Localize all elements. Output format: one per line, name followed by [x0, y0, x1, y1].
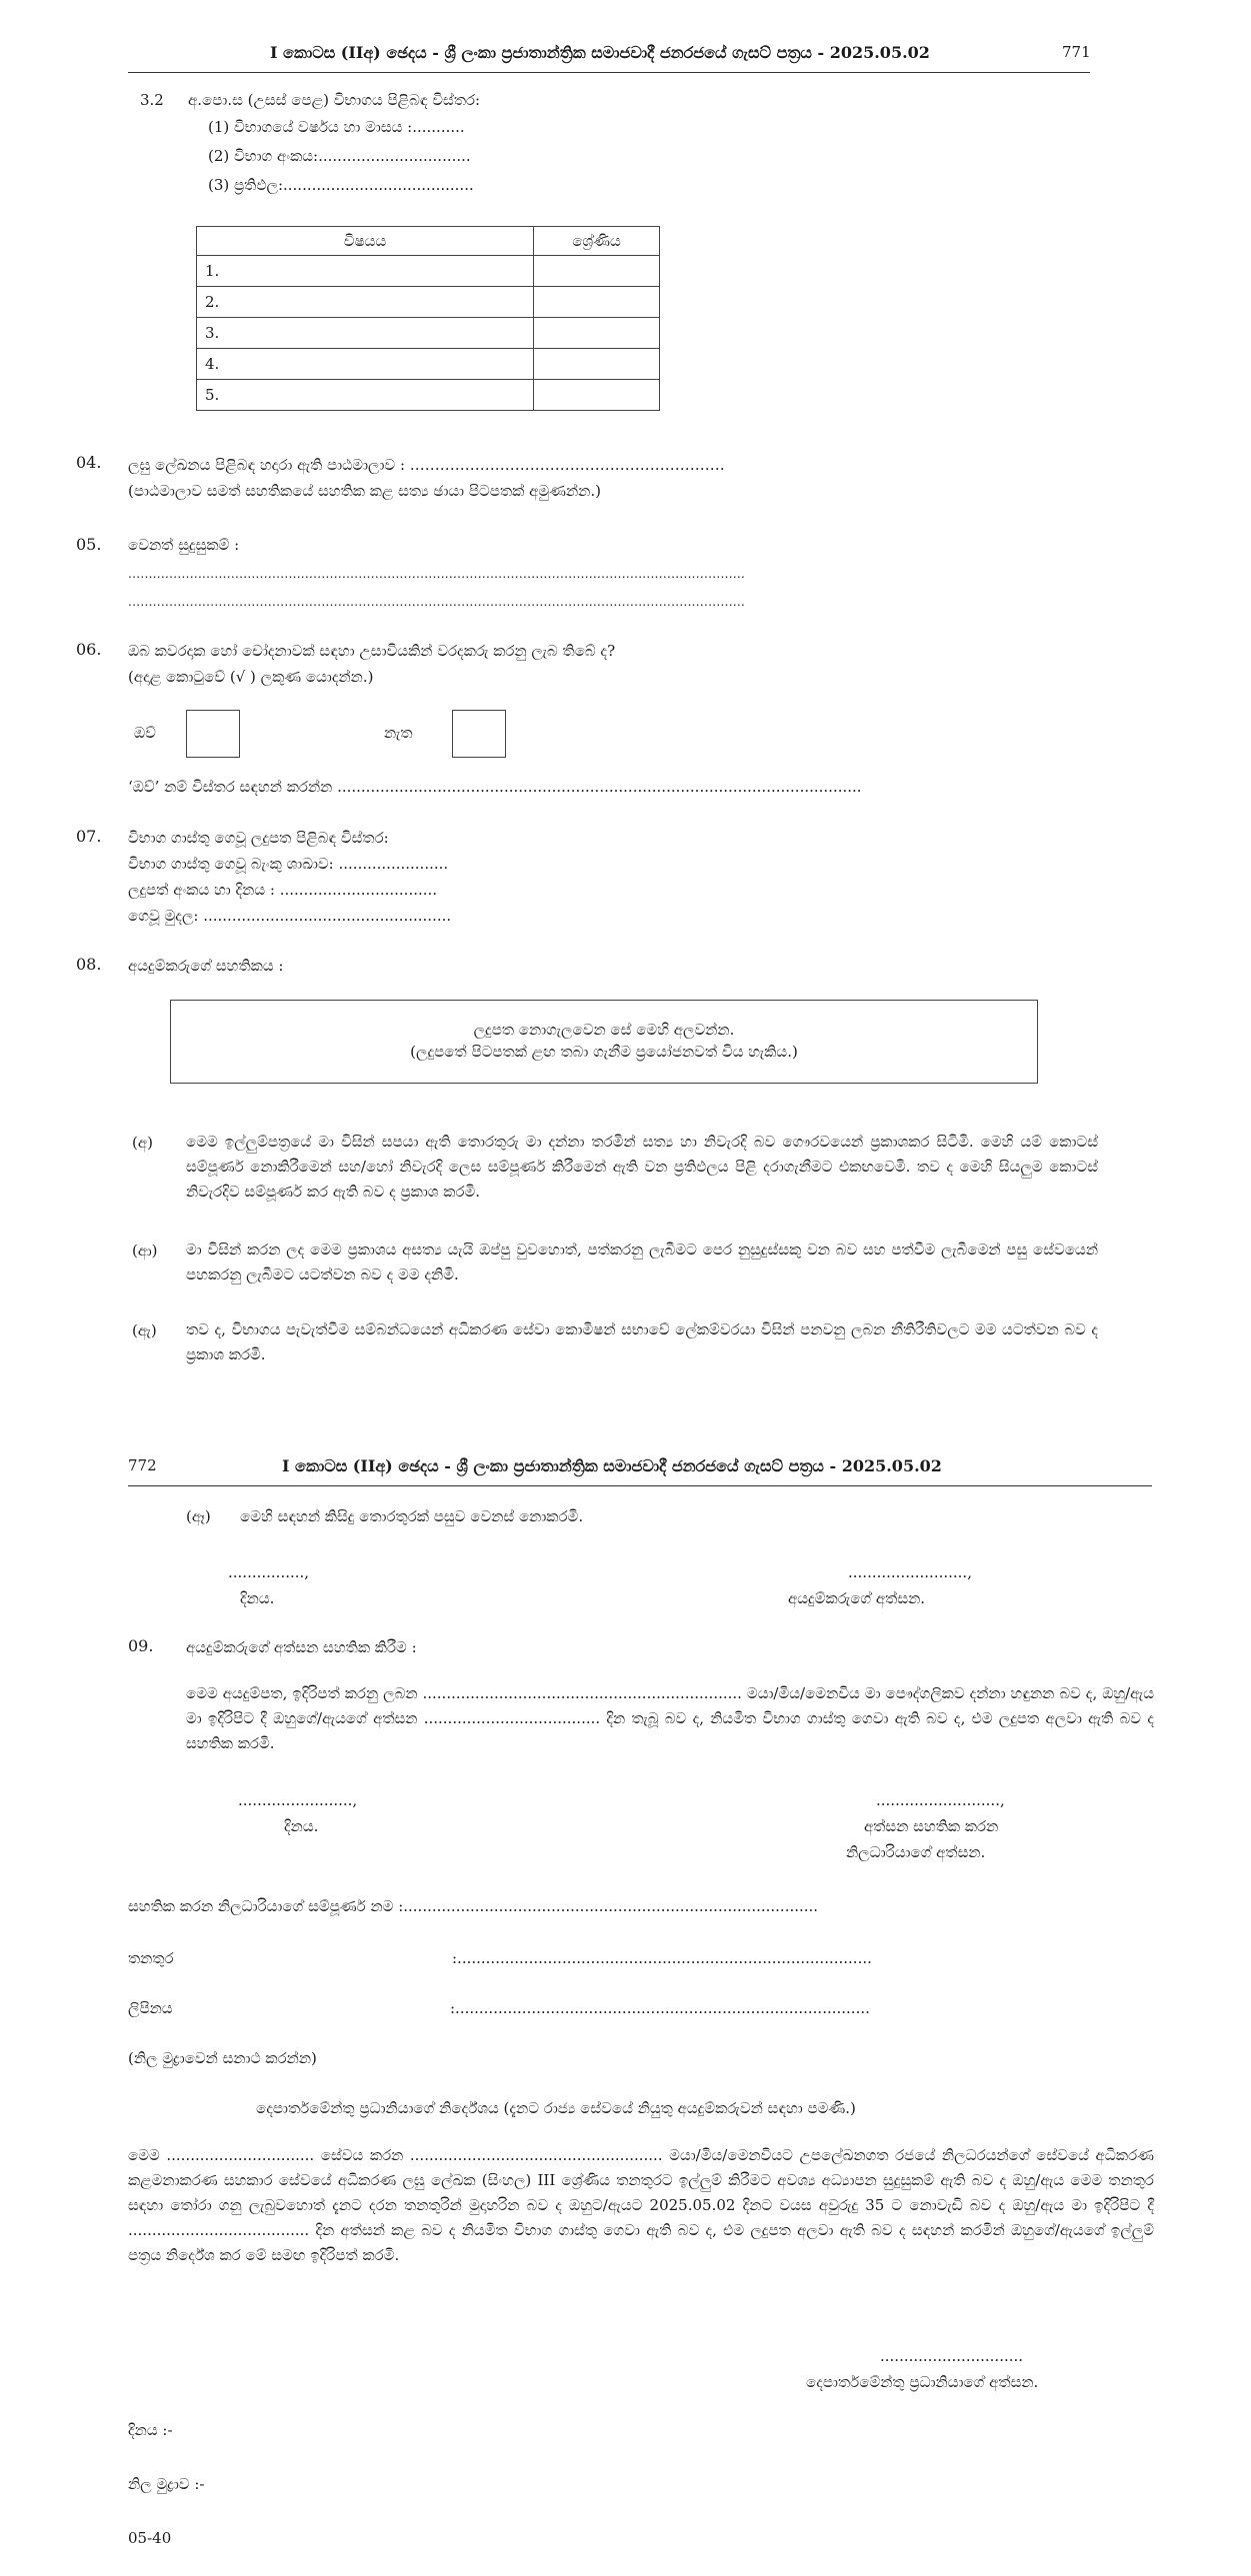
shorthand-course-note: (පාඨමාලාව සමත් සහතිකයේ සහතික කළ සත්‍ය ඡායා පිටපතක් අමුණන්න.)	[128, 482, 601, 500]
officer-full-name-line: සහතික කරන නිලධාරියාගේ සම්පූර්ණ නම :.......................................................................................	[128, 1897, 819, 1915]
section-08-number: 08.	[76, 955, 102, 974]
subjects-table	[196, 226, 660, 411]
section-06-number: 06.	[76, 640, 102, 659]
section-05-number: 05.	[76, 535, 102, 554]
table-row	[197, 318, 660, 349]
exam-index-line: (2) විභාග අංකය:................................	[208, 147, 471, 165]
subject-cell: 3.	[197, 318, 534, 349]
page-header-2: I කොටස (IIඅ) ඡෙදය - ශ්‍රී ලංකා ප්‍රජාතාන්ත්‍රික සමාජවාදී ජනරජයේ ගැසට් පත්‍රය - 2025.05.02	[282, 1456, 942, 1475]
subject-cell: 2.	[197, 287, 534, 318]
header-rule-1	[128, 72, 1090, 73]
subject-header: විෂයය	[197, 227, 534, 256]
department-head-date-label: දිනය :-	[128, 2421, 173, 2439]
table-row	[197, 287, 660, 318]
grade-cell	[534, 349, 660, 380]
grade-cell	[534, 256, 660, 287]
grade-cell	[534, 318, 660, 349]
official-seal-note: (නිල මුද්‍රාවෙන් සනාථ කරන්න)	[128, 2049, 317, 2067]
page-number-771: 771	[1062, 43, 1091, 61]
conviction-instruction: (අදාළ කොටුවේ (√ ) ලකුණ යොදන්න.)	[128, 668, 374, 686]
table-row	[197, 349, 660, 380]
department-head-signature-label: දෙපාර්තමේන්තු ප්‍රධානියාගේ අත්සන.	[806, 2373, 1039, 2391]
subject-cell: 5.	[197, 380, 534, 411]
clause-aee-label: (ඈ)	[186, 1507, 211, 1525]
clause-aa-label: (ආ)	[132, 1242, 158, 1260]
amount-paid-line: ගෙවූ මුදල: ....................................................	[128, 907, 452, 925]
signature-certification-title: අයදුම්කරුගේ අත්සන සහතික කිරීම :	[186, 1638, 417, 1656]
subject-cell: 1.	[197, 256, 534, 287]
department-head-signature-dots: ..............................	[880, 2347, 1024, 2365]
receipt-copy-note: (ලදුපතේ පිටපතක් ළඟ තබා ගැනීම ප්‍රයෝජනවත් විය හැකිය.)	[410, 1043, 798, 1061]
no-label: නැත	[384, 724, 413, 742]
bank-branch-line: විභාග ගාස්තු ගෙවූ බැංකු ශාඛාව: .......................	[128, 855, 449, 873]
certifier-signature-label-1: අත්සන සහතික කරන	[864, 1817, 999, 1835]
officer-position-label: තනතුර	[128, 1949, 174, 1967]
grade-header: ශ්‍රේණිය	[534, 227, 660, 256]
section-3-2-title: අ.පො.ස (උසස් පෙළ) විභාගය පිළිබඳ විස්තර:	[188, 91, 481, 109]
conviction-details-line: ‘ඔව්’ නම් විස්තර සඳහන් කරන්න ..............................................................................................................	[128, 778, 862, 796]
other-qualifications-dots-1: ......................................................................................................................................................	[128, 567, 746, 581]
receipt-paste-instruction: ලදුපත නොගැලවෙන සේ මෙහි අලවන්න.	[473, 1021, 735, 1039]
applicant-signature-dots: .........................,	[848, 1563, 972, 1581]
certifier-date-label: දිනය.	[284, 1817, 319, 1835]
exam-year-month-line: (1) විභාගයේ වර්ෂය හා මාසය :...........	[208, 118, 465, 136]
applicant-date-dots: ................,	[228, 1563, 310, 1581]
other-qualifications-label: වෙනත් සුදුසුකම් :	[128, 536, 240, 554]
clause-a-text: මෙම ඉල්ලුම්පත්‍රයේ මා විසින් සපයා ඇති තොරතුරු මා දන්නා තරමින් සත්‍ය හා නිවැරදි බව ගෞරවයෙන් ප්‍රකාශකර සිටිමි. මෙහි යම් කොටස් සම්පූර්ණ නොකිරීමෙන් සහ/හෝ නිවැරදි ලෙස සම්පූර්ණ කිරීමෙන් ඇති වන ප්‍රතිඵලය පිළි දරාගැනීමට එකඟවෙමි. තව ද මෙහි සියලුම කොටස් නිවැරදිව සම්පූර්ණ කර ඇති බව ද ප්‍රකාශ කරමි.	[186, 1133, 1098, 1201]
officer-address-label: ලිපිනය	[128, 1999, 173, 2017]
page-number-772: 772	[128, 1456, 157, 1474]
grade-cell	[534, 380, 660, 411]
grade-cell	[534, 287, 660, 318]
clause-ae-text: තව ද, විභාගය පැවැත්වීම සම්බන්ධයෙන් අධිකරණ සේවා කොමිෂන් සභාවේ ලේකම්වරයා විසින් පනවනු ලබන නීතිරීතිවලට මම යටත්වන බව ද ප්‍රකාශ කරමි.	[186, 1320, 1098, 1363]
shorthand-course-line: ලඝු ලේඛනය පිළිබඳ හදාරා ඇති පාඨමාලාව : ………………………………………………………	[128, 456, 725, 474]
clause-aa-text: මා විසින් කරන ලද මෙම ප්‍රකාශය අසත්‍ය යැයි ඔප්පු වුවහොත්, පත්කරනු ලැබීමට පෙර නුසුදුස්සකු වන බව සහ පත්වීම ලැබීමෙන් පසු සේවයෙන් පහකරනු ලැබීමට යටත්වන බව ද මම දනිමි.	[186, 1241, 1098, 1284]
certifier-date-dots: ........................,	[238, 1791, 358, 1809]
section-04-number: 04.	[76, 453, 102, 472]
footer-code: 05-40	[128, 2529, 172, 2547]
conviction-question: ඔබ කවරදාක හෝ චෝදනාවක් සඳහා උසාවියකින් වරදකරු කරනු ලැබ තිබේ ද?	[128, 642, 616, 660]
header-rule-2	[128, 1485, 1152, 1486]
clause-a-label: (අ)	[132, 1134, 153, 1152]
officer-address-dots: :.......................................................................................	[450, 1999, 870, 2017]
exam-results-line: (3) ප්‍රතිඵල:........................................	[208, 176, 474, 194]
clause-aee-text: මෙහි සඳහන් කිසිදු තොරතුරක් පසුව වෙනස් නොකරමි.	[240, 1507, 584, 1525]
other-qualifications-dots-2: ......................................................................................................................................................	[128, 595, 746, 609]
department-head-recommendation-text: මෙම ............................... සේවය කරන ..................................................... මයා/මිය/මෙනවියට උපලේඛනගත රජයේ නිලධරයන්ගේ සේවයේ අධිකරණ කළමනාකරණ සහකාර සේවයේ අධිකරණ ලඝු ලේඛක (සිංහල) III ශ්‍රේණිය තනතුරට ඉල්ලුම් කිරීමට අවශ්‍ය අධ්‍යාපන සුදුසුකම් ඇති බව ද ඔහු/ඇය මෙම තනතුර සඳහා තෝරා ගනු ලැබුවහොත් දැනට දරන තනතුරින් මුදාහරින බව ද ඔහුට/ඇයට 2025.05.02 දිනට වයස අවුරුදු 35 ට නොවැඩි බව ද ඔහු/ඇය මා ඉදිරිපිට දී ...................................... දින අත්සන් කළ බව ද නියමිත විභාග ගාස්තු ගෙවා ඇති බව ද, එම ලදුපත අලවා ඇති බව ද සඳහන් කරමින් ඔහුගේ/ඇයගේ ඉල්ලුම් පත්‍රය නිර්දේශ කර මේ සමඟ ඉදිරිපත් කරමි.	[128, 2146, 1154, 2264]
certifier-signature-dots: ..........................,	[876, 1791, 1005, 1809]
signature-certification-text: මෙම අයදුම්පත, ඉදිරිපත් කරනු ලබන ................................................................... මයා/මිය/මෙනවිය මා පෞද්ගලිකව දන්නා හඳුනන බව ද, ඔහු/ඇය මා ඉදිරිපිට දී ඔහුගේ/ඇයගේ අත්සන ..................................... දින තැබූ බව ද, නියමිත විභාග ගාස්තු ගෙවා ඇති බව ද, එම ලදුපත අලවා ඇති බව ද සහතික කරමි.	[186, 1684, 1154, 1752]
officer-position-dots: :.......................................................................................	[452, 1949, 872, 1967]
receipt-number-date-line: ලදුපත් අංකය හා දිනය : .................................	[128, 881, 438, 899]
department-head-recommendation-title: දෙපාර්තමේන්තු ප්‍රධානියාගේ නිර්දේශය (දැනට රාජ්‍ය සේවයේ නියුතු අයදුම්කරුවන් සඳහා පමණි.)	[256, 2099, 856, 2117]
table-row	[197, 380, 660, 411]
fee-receipt-title: විභාග ගාස්තු ගෙවූ ලදුපත පිළිබඳ විස්තර:	[128, 829, 389, 847]
subject-cell: 4.	[197, 349, 534, 380]
subjects-table-header	[197, 227, 660, 256]
section-3-2-number: 3.2	[140, 91, 164, 109]
yes-label: ඔව්	[134, 724, 156, 742]
applicant-date-label: දිනය.	[240, 1589, 275, 1607]
no-checkbox[interactable]	[452, 710, 506, 758]
department-head-seal-label: නිල මුද්‍රාව :-	[128, 2475, 205, 2493]
certifier-signature-label-2: නිලධාරියාගේ අත්සන.	[846, 1843, 986, 1861]
table-row	[197, 256, 660, 287]
receipt-paste-box	[170, 1000, 1038, 1084]
clause-ae-label: (ඇ)	[132, 1321, 157, 1339]
page-header-1: I කොටස (IIඅ) ඡෙදය - ශ්‍රී ලංකා ප්‍රජාතාන්ත්‍රික සමාජවාදී ජනරජයේ ගැසට් පත්‍රය - 2025.05.02	[270, 43, 930, 62]
section-07-number: 07.	[76, 827, 102, 846]
applicant-certificate-title: අයදුම්කරුගේ සහතිකය :	[128, 957, 284, 975]
section-09-number: 09.	[128, 1636, 154, 1655]
applicant-signature-label: අයදුම්කරුගේ අත්සන.	[788, 1589, 926, 1607]
yes-checkbox[interactable]	[186, 710, 240, 758]
